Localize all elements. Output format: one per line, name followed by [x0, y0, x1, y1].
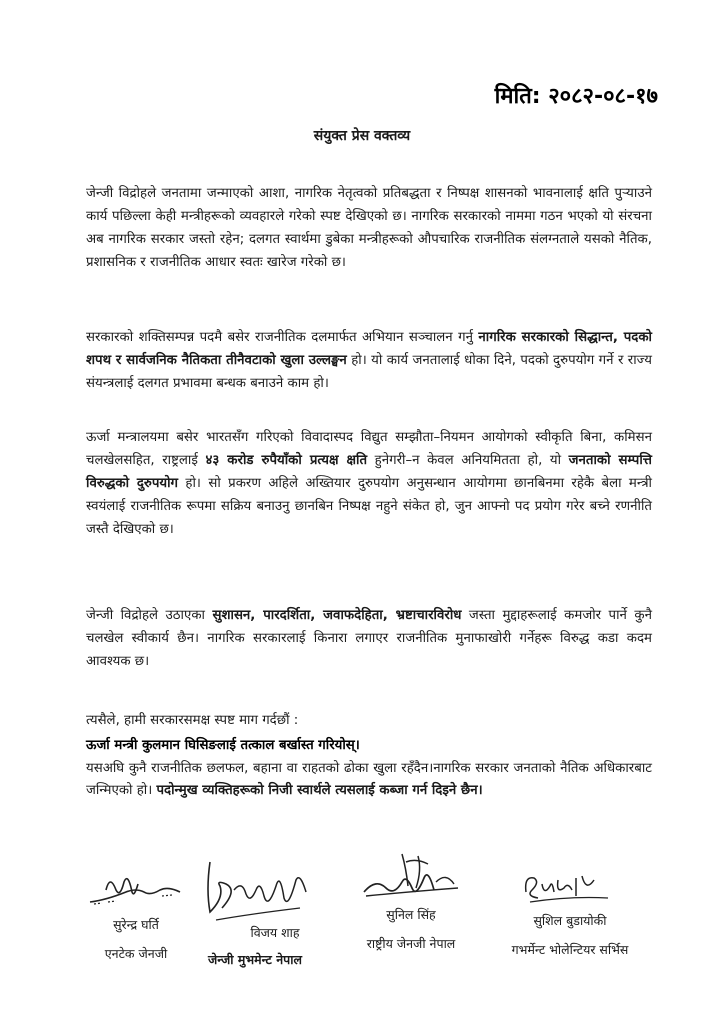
paragraph-4-text-a: जेन्जी विद्रोहले उठाएका	[86, 608, 213, 623]
signatory-1-name: सुरेन्द्र घर्ति	[113, 917, 159, 932]
signature-1-image	[76, 862, 196, 914]
signatory-3-name: सुनिल सिंह	[386, 907, 436, 922]
signature-3-image	[346, 848, 476, 910]
demand-intro: त्यसैले, हामी सरकारसमक्ष स्पष्ट माग गर्दछौं :	[86, 713, 299, 728]
statement-date: मिति: २०८२-०८-१७	[494, 84, 658, 109]
signature-4-image	[490, 862, 650, 910]
paragraph-3-text-e: हो। सो प्रकरण अहिले अख्तियार दुरुपयोग अनुसन्धान आयोगमा छानबिनमा रहेकै बेला मन्त्री स्वयंलाई राजनीतिक रूपमा सक्रिय बनाउनु छानबिन निष्पक्ष नहुने संकेत हो, जुन आफ्नो पद प्रयोग गरेर बच्ने रणनीति जस्तै देखिएको छ।	[86, 476, 652, 537]
signature-2-image	[180, 850, 330, 930]
signatory-3-org: राष्ट्रीय जेनजी नेपाल	[366, 936, 456, 951]
paragraph-4-text-c: जस्ता मुद्दाहरूलाई कमजोर पार्ने कुनै चलखेल स्वीकार्य छैन। नागरिक सरकारलाई किनारा लगाएर राजनीतिक मुनाफाखोरी गर्नेहरू विरुद्ध कडा कदम आवश्यक छ।	[86, 608, 653, 669]
signatory-2-name: विजय शाह	[250, 925, 300, 940]
paragraph-5-text-a: यसअघि कुनै राजनीतिक छलफल, बहाना वा राहतको ढोका खुला रहँदैन।नागरिक सरकार जनताको नैतिक अधिकारबाट जन्मिएको हो।	[86, 761, 652, 798]
paragraph-5	[86, 758, 652, 802]
paragraph-2-text-c: हो। यो कार्य जनतालाई धोका दिने, पदको दुरुपयोग गर्ने र राज्य संयन्त्रलाई दलगत प्रभावमा बन्धक बनाउने काम हो।	[86, 353, 652, 391]
statement-title: संयुक्त प्रेस वक्तव्य	[313, 128, 411, 144]
signatory-4-org: गभर्मेन्ट भोलेन्टियर सर्भिस	[511, 942, 629, 957]
signatory-4	[490, 862, 650, 958]
paragraph-1: जेन्जी विद्रोहले जनतामा जन्माएको आशा, नागरिक नेतृत्वको प्रतिबद्धता र निष्पक्ष शासनको भावनालाई क्षति पुर्‍याउने कार्य पछिल्ला केही मन्त्रीहरूको व्यवहारले गरेको स्पष्ट देखिएको छ। नागरिक सरकारको नाममा गठन भएको यो संरचना अब नागरिक सरकार जस्तो रहेन; दलगत स्वार्थमा डुबेका मन्त्रीहरूको औपचारिक राजनीतिक संलग्नताले यसको नैतिक, प्रशासनिक र राजनीतिक आधार स्वतः खारेज गरेको छ।	[86, 186, 652, 270]
signatory-1-org: एनटेक जेनजी	[104, 946, 168, 961]
signatory-4-name: सुशिल बुडायोकी	[533, 913, 607, 928]
paragraph-3-bold-loss: ४३ करोड रुपैयाँको प्रत्यक्ष क्षति	[205, 453, 368, 468]
paragraph-2-text-a: सरकारको शक्तिसम्पन्न पदमै बसेर राजनीतिक दलमार्फत अभियान सञ्चालन गर्नु	[86, 330, 479, 345]
paragraph-4-bold: सुशासन, पारदर्शिता, जवाफदेहिता, भ्रष्टाचारविरोध	[212, 608, 462, 623]
demand-statement: ऊर्जा मन्त्री कुलमान घिसिङलाई तत्काल बर्खास्त गरियोस्।	[86, 738, 360, 753]
signatory-1	[76, 862, 196, 962]
paragraph-3-text-a: ऊर्जा मन्त्रालयमा बसेर भारतसँग गरिएको विवादास्पद विद्युत सम्झौता–नियमन आयोगको स्वीकृति बिना, कमिसन चलखेलसहित, राष्ट्रलाई	[86, 430, 652, 468]
paragraph-4	[86, 604, 652, 673]
signatory-2	[180, 850, 330, 968]
paragraph-3-text-c: हुनेगरी–न केवल अनियमितता हो, यो	[367, 453, 569, 468]
paragraph-3	[86, 426, 652, 541]
paragraph-2-bold: नागरिक सरकारको सिद्धान्त, पदको शपथ र सार्वजनिक नैतिकता तीनैवटाको खुला उल्लङ्घन	[86, 330, 652, 368]
paragraph-2	[86, 326, 652, 395]
signatory-2-org: जेन्जी मुभमेन्ट नेपाल	[208, 952, 302, 967]
paragraph-3-bold-misuse: जनताको सम्पत्ति विरुद्धको दुरुपयोग	[86, 453, 652, 491]
paragraph-5-bold: पदोन्मुख व्यक्तिहरूको निजी स्वार्थले त्यसलाई कब्जा गर्न दिइने छैन।	[156, 783, 483, 798]
signatory-3	[346, 848, 476, 952]
